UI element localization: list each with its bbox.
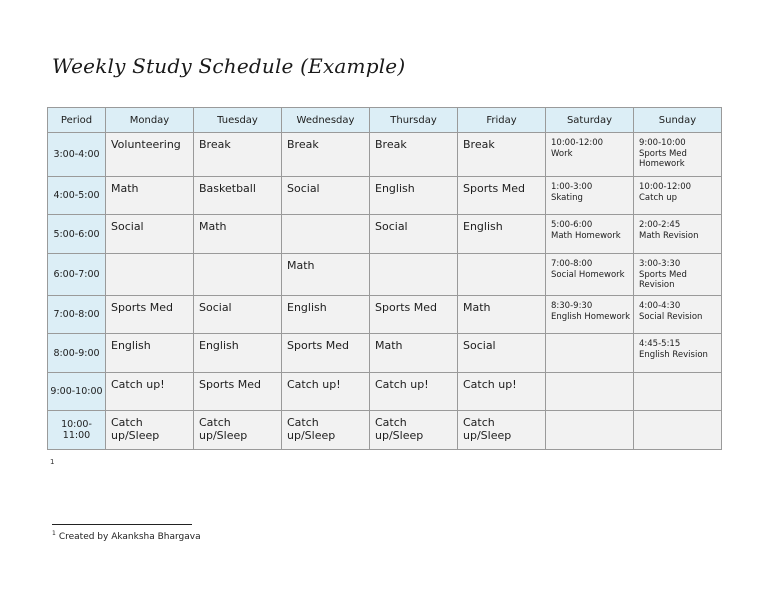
schedule-cell-wednesday: Math bbox=[282, 254, 370, 296]
schedule-cell-monday bbox=[106, 254, 194, 296]
header-wednesday: Wednesday bbox=[282, 108, 370, 133]
schedule-table bbox=[47, 107, 722, 450]
schedule-row bbox=[48, 215, 722, 254]
schedule-cell-sunday: 4:45-5:15 English Revision bbox=[634, 334, 722, 373]
footnote bbox=[52, 530, 201, 542]
schedule-cell-thursday: Break bbox=[370, 133, 458, 177]
schedule-cell-tuesday: Break bbox=[194, 133, 282, 177]
schedule-cell-thursday: English bbox=[370, 177, 458, 215]
header-tuesday: Tuesday bbox=[194, 108, 282, 133]
schedule-cell-friday: Break bbox=[458, 133, 546, 177]
schedule-cell-wednesday: Catch up! bbox=[282, 373, 370, 411]
schedule-cell-saturday bbox=[546, 373, 634, 411]
schedule-row bbox=[48, 133, 722, 177]
schedule-cell-tuesday: English bbox=[194, 334, 282, 373]
schedule-cell-thursday bbox=[370, 254, 458, 296]
schedule-cell-friday: Math bbox=[458, 296, 546, 334]
footnote-reference: 1 bbox=[50, 458, 55, 466]
schedule-cell-sunday bbox=[634, 411, 722, 450]
header-saturday: Saturday bbox=[546, 108, 634, 133]
schedule-cell-thursday: Sports Med bbox=[370, 296, 458, 334]
page-title: Weekly Study Schedule (Example) bbox=[52, 54, 406, 78]
schedule-cell-sunday: 3:00-3:30 Sports Med Revision bbox=[634, 254, 722, 296]
period-cell: 3:00-4:00 bbox=[48, 133, 106, 177]
schedule-row bbox=[48, 373, 722, 411]
schedule-cell-tuesday: Catch up/Sleep bbox=[194, 411, 282, 450]
period-cell: 10:00-11:00 bbox=[48, 411, 106, 450]
schedule-cell-tuesday: Math bbox=[194, 215, 282, 254]
header-period: Period bbox=[48, 108, 106, 133]
schedule-cell-saturday bbox=[546, 411, 634, 450]
period-cell: 7:00-8:00 bbox=[48, 296, 106, 334]
period-cell: 4:00-5:00 bbox=[48, 177, 106, 215]
schedule-cell-friday: Catch up/Sleep bbox=[458, 411, 546, 450]
schedule-cell-friday: Sports Med bbox=[458, 177, 546, 215]
schedule-cell-tuesday: Basketball bbox=[194, 177, 282, 215]
period-cell: 9:00-10:00 bbox=[48, 373, 106, 411]
schedule-cell-monday: Sports Med bbox=[106, 296, 194, 334]
header-friday: Friday bbox=[458, 108, 546, 133]
period-cell: 5:00-6:00 bbox=[48, 215, 106, 254]
schedule-cell-monday: Catch up! bbox=[106, 373, 194, 411]
schedule-row bbox=[48, 254, 722, 296]
schedule-cell-sunday: 9:00-10:00 Sports Med Homework bbox=[634, 133, 722, 177]
schedule-cell-monday: Catch up/Sleep bbox=[106, 411, 194, 450]
schedule-row bbox=[48, 334, 722, 373]
schedule-cell-thursday: Catch up! bbox=[370, 373, 458, 411]
schedule-row bbox=[48, 411, 722, 450]
footnote-marker: 1 bbox=[52, 530, 56, 537]
schedule-row bbox=[48, 296, 722, 334]
schedule-cell-sunday bbox=[634, 373, 722, 411]
schedule-cell-wednesday: Catch up/Sleep bbox=[282, 411, 370, 450]
schedule-cell-saturday: 7:00-8:00 Social Homework bbox=[546, 254, 634, 296]
schedule-cell-wednesday: Social bbox=[282, 177, 370, 215]
schedule-cell-monday: Social bbox=[106, 215, 194, 254]
schedule-cell-friday bbox=[458, 254, 546, 296]
schedule-cell-sunday: 4:00-4:30 Social Revision bbox=[634, 296, 722, 334]
schedule-cell-thursday: Math bbox=[370, 334, 458, 373]
schedule-cell-friday: English bbox=[458, 215, 546, 254]
schedule-cell-tuesday: Social bbox=[194, 296, 282, 334]
schedule-cell-thursday: Social bbox=[370, 215, 458, 254]
footnote-text: Created by Akanksha Bhargava bbox=[58, 532, 201, 542]
schedule-cell-saturday: 5:00-6:00 Math Homework bbox=[546, 215, 634, 254]
schedule-cell-monday: English bbox=[106, 334, 194, 373]
schedule-cell-monday: Math bbox=[106, 177, 194, 215]
schedule-cell-saturday: 1:00-3:00 Skating bbox=[546, 177, 634, 215]
schedule-row bbox=[48, 177, 722, 215]
footnote-divider bbox=[52, 524, 192, 525]
schedule-cell-wednesday: Sports Med bbox=[282, 334, 370, 373]
schedule-cell-monday: Volunteering bbox=[106, 133, 194, 177]
schedule-cell-wednesday: English bbox=[282, 296, 370, 334]
schedule-cell-wednesday: Break bbox=[282, 133, 370, 177]
schedule-cell-saturday bbox=[546, 334, 634, 373]
schedule-cell-thursday: Catch up/Sleep bbox=[370, 411, 458, 450]
header-sunday: Sunday bbox=[634, 108, 722, 133]
period-cell: 8:00-9:00 bbox=[48, 334, 106, 373]
header-row bbox=[48, 108, 722, 133]
schedule-cell-sunday: 2:00-2:45 Math Revision bbox=[634, 215, 722, 254]
schedule-cell-wednesday bbox=[282, 215, 370, 254]
schedule-cell-tuesday bbox=[194, 254, 282, 296]
header-thursday: Thursday bbox=[370, 108, 458, 133]
schedule-cell-friday: Social bbox=[458, 334, 546, 373]
period-cell: 6:00-7:00 bbox=[48, 254, 106, 296]
schedule-cell-saturday: 10:00-12:00 Work bbox=[546, 133, 634, 177]
header-monday: Monday bbox=[106, 108, 194, 133]
schedule-cell-tuesday: Sports Med bbox=[194, 373, 282, 411]
schedule-cell-friday: Catch up! bbox=[458, 373, 546, 411]
schedule-cell-sunday: 10:00-12:00 Catch up bbox=[634, 177, 722, 215]
schedule-cell-saturday: 8:30-9:30 English Homework bbox=[546, 296, 634, 334]
